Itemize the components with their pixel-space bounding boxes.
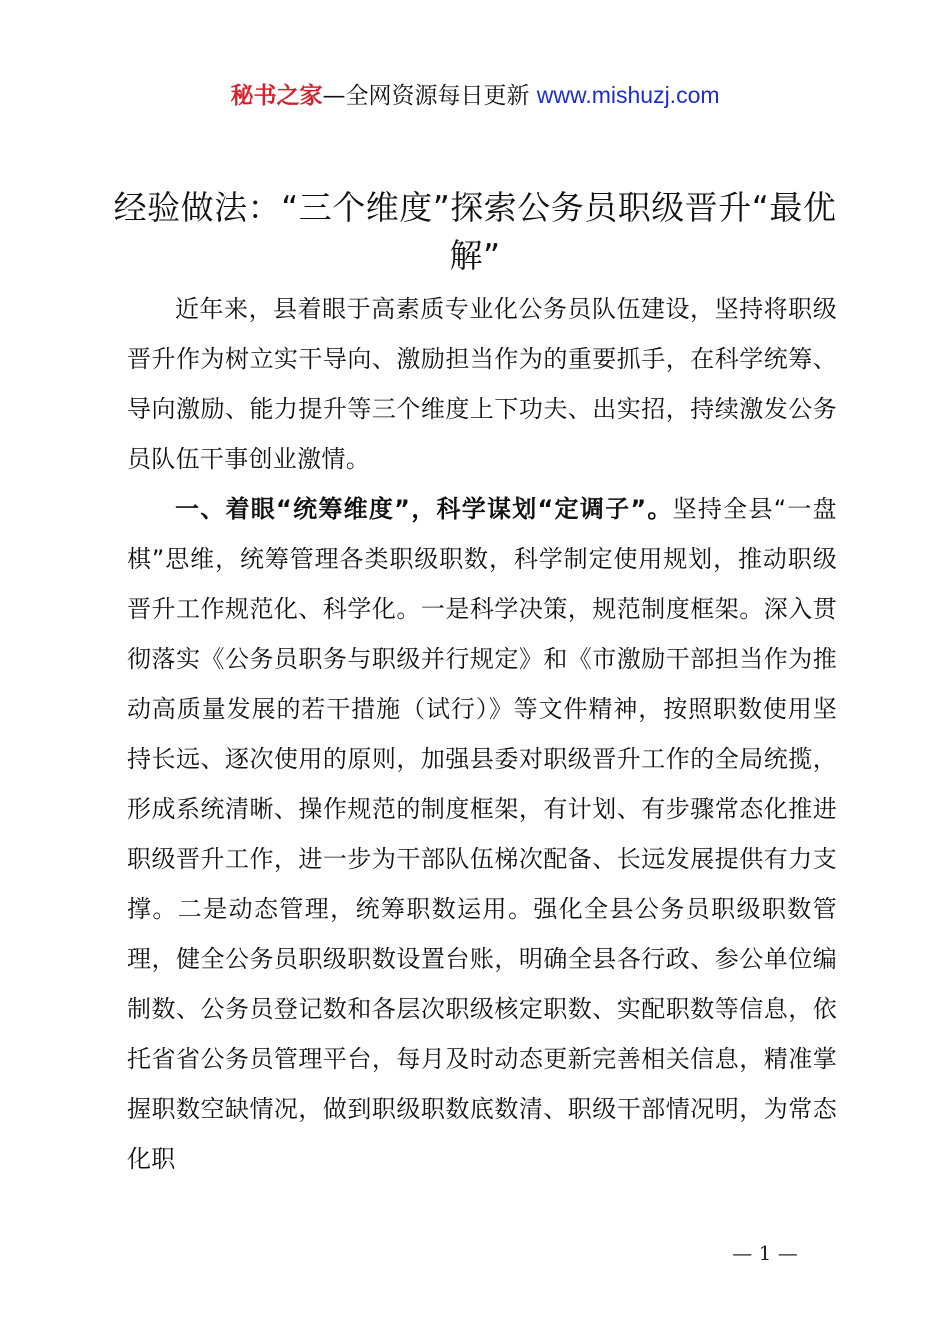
paragraph-section-1 bbox=[127, 484, 837, 1184]
paragraph-intro bbox=[127, 284, 837, 484]
paragraph-lead: 一、着眼“统筹维度”，科学谋划“定调子”。 bbox=[175, 495, 673, 523]
brand-name: 秘书之家 bbox=[230, 83, 323, 109]
page-number: — 1 — bbox=[732, 1241, 798, 1265]
header-tagline: —全网资源每日更新 bbox=[322, 83, 537, 109]
document-body bbox=[127, 284, 837, 1184]
site-url-link[interactable]: www.mishuzj.com bbox=[536, 82, 720, 108]
paragraph-text: 近年来，县着眼于高素质专业化公务员队伍建设，坚持将职级晋升作为树立实干导向、激励担当作为的重要抓手，在科学统筹、导向激励、能力提升等三个维度上下功夫、出实招，持续激发公务员队伍干事创业激情。 bbox=[127, 295, 837, 473]
site-header-banner bbox=[0, 78, 950, 113]
document-title: 经验做法：“三个维度”探索公务员职级晋升“最优解” bbox=[113, 188, 837, 275]
paragraph-text: 坚持全县“一盘棋”思维，统筹管理各类职级职数，科学制定使用规划，推动职级晋升工作规范化、科学化。一是科学决策，规范制度框架。深入贯彻落实《公务员职务与职级并行规定》和《市激励干部担当作为推动高质量发展的若干措施（试行）》等文件精神，按照职数使用坚持长远、逐次使用的原则，加强县委对职级晋升工作的全局统揽，形成系统清晰、操作规范的制度框架，有计划、有步骤常态化推进职级晋升工作，进一步为干部队伍梯次配备、长远发展提供有力支撑。二是动态管理，统筹职数运用。强化全县公务员职级职数管理，健全公务员职级职数设置台账，明确全县各行政、参公单位编制数、公务员登记数和各层次职级核定职数、实配职数等信息，依托省省公务员管理平台，每月及时动态更新完善相关信息，精准掌握职数空缺情况，做到职级职数底数清、职级干部情况明，为常态化职 bbox=[127, 495, 837, 1173]
